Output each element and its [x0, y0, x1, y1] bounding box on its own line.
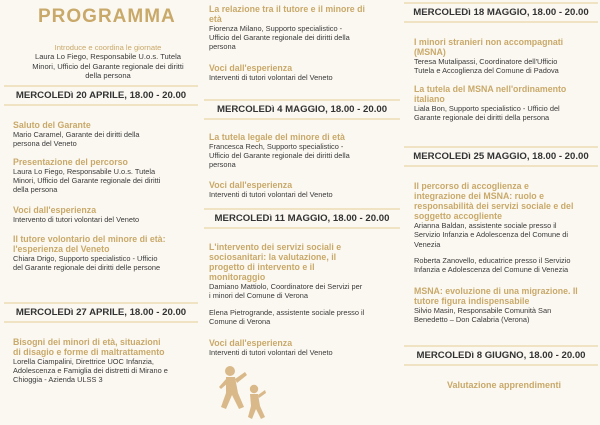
session-text: Mario Caramel, Garante dei diritti della persona del Veneto [13, 130, 140, 149]
session-title: I minori stranieri non accompagnati (MSNA) [414, 37, 564, 58]
day-header-20-april: MERCOLEDì 20 APRILE, 18.00 - 20.00 [4, 85, 198, 106]
session-block [13, 120, 199, 148]
session-text: Arianna Baldan, assistente sociale presso il Servizio Infanzia e Adolescenza del Comune di Venezia Roberta Zanovello, educatrice presso il Servizio Infanzia e Adolescenza del Comune di Venezia [414, 221, 571, 274]
session-block [209, 338, 399, 357]
session-block [209, 132, 399, 169]
session-block [209, 180, 399, 199]
day-header-18-may: MERCOLEDì 18 MAGGIO, 18.00 - 20.00 [404, 2, 598, 23]
session-text: Interventi di tutori volontari del Veneto [209, 348, 333, 358]
session-title: La tutela legale del minore di età [209, 132, 345, 142]
session-title: La tutela del MSNA nell'ordinamento italiano [414, 84, 567, 105]
session-title: L'intervento dei servizi sociali e sociosanitari: la valutazione, il progetto di intervento e il monitoraggio [209, 242, 342, 283]
session-title: La relazione tra il tutore e il minore di età [209, 4, 365, 25]
session-title: Saluto del Garante [13, 120, 91, 130]
session-block [13, 205, 199, 224]
intro-heading: Introduce e coordina le giornate [54, 43, 162, 52]
session-title: Voci dall'esperienza [209, 63, 293, 73]
session-text: Interventi di tutori volontari del Veneto [209, 73, 333, 83]
session-title: Il percorso di accoglienza e integrazione dei MSNA: ruolo e responsabilità dei servizi sociale e del soggetto accogliente [414, 181, 574, 222]
intro-block [18, 43, 198, 81]
session-title: Voci dall'esperienza [209, 180, 293, 190]
session-title: Voci dall'esperienza [209, 338, 293, 348]
session-block [414, 286, 598, 324]
page-title: PROGRAMMA [38, 6, 176, 27]
session-title: Bisogni dei minori di età, situazioni di disagio e forme di maltrattamento [13, 337, 165, 358]
session-text: Fiorenza Milano, Supporto specialistico - Ufficio del Garante regionale dei diritti della persona [209, 24, 350, 52]
session-text: Damiano Mattiolo, Coordinatore dei Servizi per i minori del Comune di Verona Elena Pietrogrande, assistente sociale presso il Comune di Verona [209, 282, 365, 326]
intro-line: Laura Lo Fiego, Responsabile U.o.s. Tutela [34, 52, 182, 62]
session-text: Interventi di tutori volontari del Veneto [209, 190, 333, 200]
day-header-27-april: MERCOLEDì 27 APRILE, 18.00 - 20.00 [4, 302, 198, 323]
session-title: Il tutore volontario del minore di età: l'esperienza del Veneto [13, 234, 166, 255]
session-block [414, 181, 598, 274]
session-title: Presentazione del percorso [13, 157, 128, 167]
session-block [13, 157, 199, 194]
session-text: Lorella Ciampalini, Direttrice UOC Infanzia, Adolescenza e Famiglia dei distretti di Mirano e Chioggia - Azienda ULSS 3 [13, 357, 168, 385]
session-title: Voci dall'esperienza [13, 205, 97, 215]
day-header-8-june: MERCOLEDì 8 GIUGNO, 18.00 - 20.00 [404, 345, 598, 366]
children-silhouette-icon [218, 363, 268, 421]
session-block [13, 234, 199, 272]
closing-title: Valutazione apprendimenti [446, 380, 562, 390]
session-text: Silvio Masin, Responsabile Comunità San Benedetto – Don Calabria (Verona) [414, 306, 552, 325]
session-text: Teresa Mutalipassi, Coordinatore dell'Ufficio Tutela e Accoglienza del Comune di Padova [414, 57, 559, 76]
intro-line: della persona [85, 71, 131, 81]
session-text: Intervento di tutori volontari del Veneto [13, 215, 140, 225]
session-text: Liala Bon, Supporto specialistico - Ufficio del Garante regionale dei diritti della persona [414, 104, 560, 123]
session-block [414, 84, 598, 122]
session-title: MSNA: evoluzione di una migrazione. Il tutore figura indispensabile [414, 286, 578, 307]
session-block [209, 4, 399, 51]
session-text: Francesca Rech, Supporto specialistico - Ufficio del Garante regionale dei diritti della persona [209, 142, 350, 170]
session-text: Chiara Drigo, Supporto specialistico - Ufficio del Garante regionale dei diritti delle persone [13, 254, 161, 273]
day-header-11-may: MERCOLEDì 11 MAGGIO, 18.00 - 20.00 [204, 208, 400, 229]
day-header-25-may: MERCOLEDì 25 MAGGIO, 18.00 - 20.00 [404, 146, 598, 167]
session-block [13, 337, 199, 384]
intro-line: Minori, Ufficio del Garante regionale dei diritti [32, 61, 184, 71]
session-block [209, 63, 399, 82]
session-text: Laura Lo Fiego, Responsabile U.o.s. Tutela Minori, Ufficio del Garante regionale dei diritti della persona [13, 167, 161, 195]
session-block [209, 242, 399, 326]
session-block [414, 37, 598, 75]
day-header-4-may: MERCOLEDì 4 MAGGIO, 18.00 - 20.00 [204, 99, 400, 120]
